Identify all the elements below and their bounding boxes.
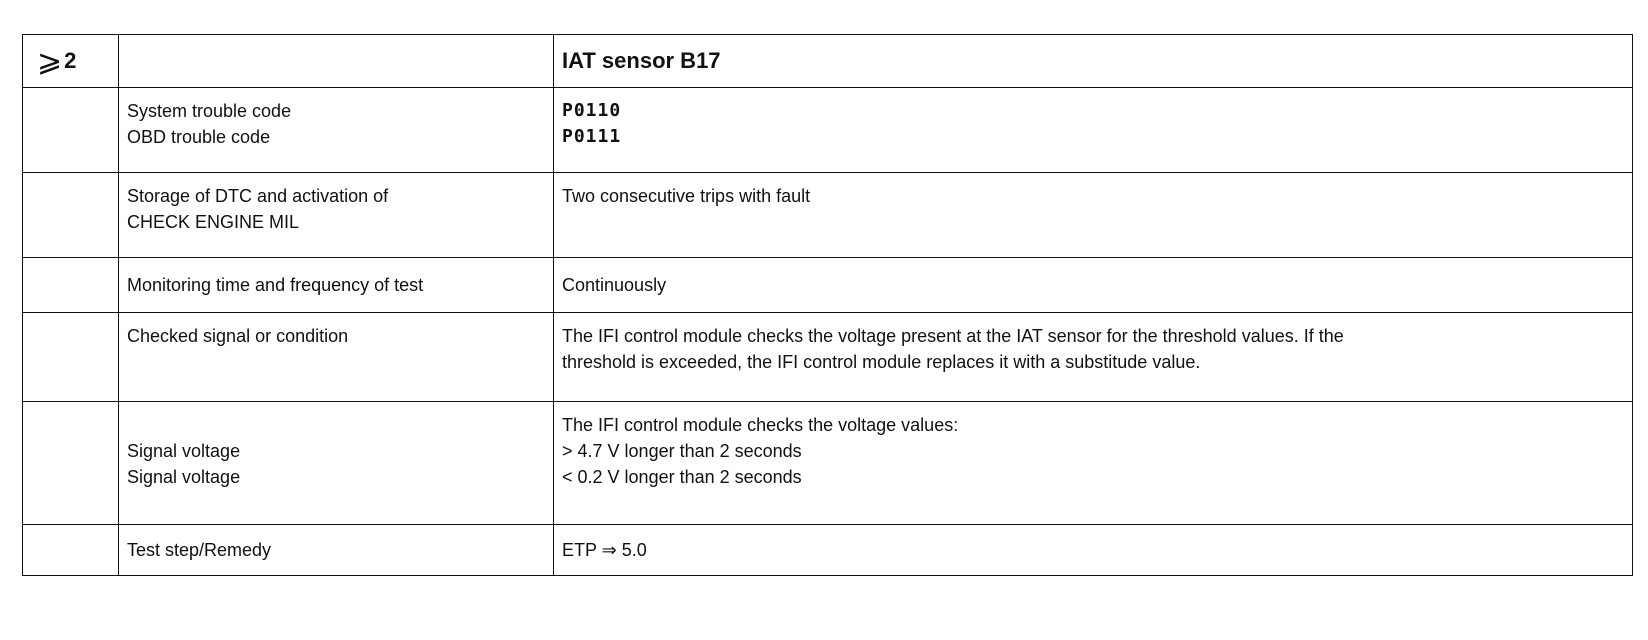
signal-voltage-intro: The IFI control module checks the voltage values: xyxy=(562,415,959,435)
signal-voltage-label-1: Signal voltage xyxy=(127,441,241,461)
table-row-signal-voltage xyxy=(23,402,1633,525)
monitoring-value: Continuously xyxy=(554,258,1633,313)
table-row-monitoring xyxy=(23,258,1633,313)
obd-trouble-code-label: OBD trouble code xyxy=(127,127,271,147)
signal-voltage-value-1: > 4.7 V longer than 2 seconds xyxy=(562,441,802,461)
row-marker-cell xyxy=(23,258,119,313)
signal-voltage-labels xyxy=(119,402,554,525)
test-step-value: ETP ⇒ 5.0 xyxy=(554,525,1633,576)
diagnostic-table-sheet xyxy=(22,34,1632,576)
storage-value: Two consecutive trips with fault xyxy=(554,173,1633,258)
monitoring-label: Monitoring time and frequency of test xyxy=(119,258,554,313)
row-marker-cell xyxy=(23,173,119,258)
signal-voltage-label-2: Signal voltage xyxy=(127,467,241,487)
trouble-code-values xyxy=(554,88,1633,173)
checked-signal-value xyxy=(554,313,1633,402)
row-marker-cell xyxy=(23,525,119,576)
checked-signal-label: Checked signal or condition xyxy=(119,313,554,402)
row-marker-cell xyxy=(23,313,119,402)
header-row xyxy=(23,35,1633,88)
step-cell xyxy=(23,35,119,88)
row-marker-cell xyxy=(23,88,119,173)
table-row-checked-signal xyxy=(23,313,1633,402)
table-row-test-step xyxy=(23,525,1633,576)
test-step-label: Test step/Remedy xyxy=(119,525,554,576)
storage-label-line-1: Storage of DTC and activation of xyxy=(127,186,389,206)
storage-label-line-2: CHECK ENGINE MIL xyxy=(127,212,300,232)
step-symbol-icon: ⩾ xyxy=(37,44,63,78)
row-marker-cell xyxy=(23,402,119,525)
table-row-trouble-codes xyxy=(23,88,1633,173)
checked-signal-value-line-2: threshold is exceeded, the IFI control module replaces it with a substitude value. xyxy=(562,352,1201,372)
obd-trouble-code-value: P0111 xyxy=(562,126,622,147)
storage-label xyxy=(119,173,554,258)
signal-voltage-value-2: < 0.2 V longer than 2 seconds xyxy=(562,467,802,487)
header-empty-cell xyxy=(119,35,554,88)
system-trouble-code-label: System trouble code xyxy=(127,101,292,121)
signal-voltage-values xyxy=(554,402,1633,525)
step-number: 2 xyxy=(64,47,77,73)
checked-signal-value-line-1: The IFI control module checks the voltage present at the IAT sensor for the threshold values. If the xyxy=(562,326,1344,346)
table-row-storage xyxy=(23,173,1633,258)
trouble-code-labels xyxy=(119,88,554,173)
system-trouble-code-value: P0110 xyxy=(562,100,622,121)
diagnostic-table xyxy=(22,34,1633,576)
page-title: IAT sensor B17 xyxy=(554,35,1633,88)
